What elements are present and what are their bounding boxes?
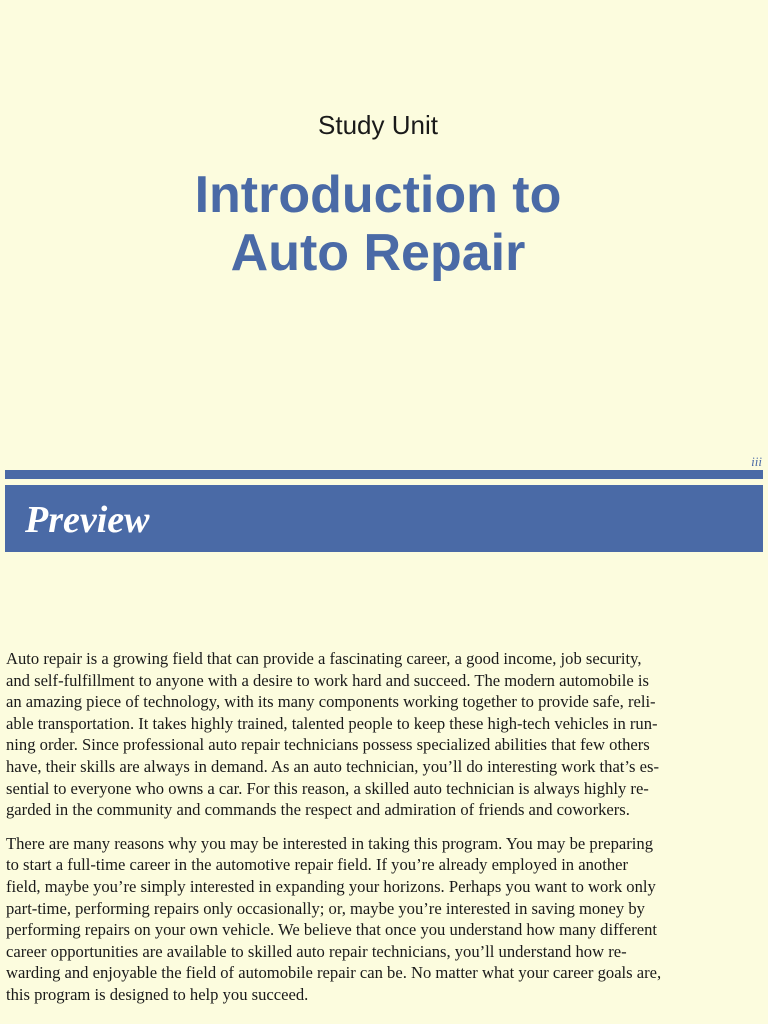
paragraph: [6, 833, 758, 1006]
page-title-line-1: Introduction to: [194, 166, 562, 224]
text-line: to start a full-time career in the automotive repair field. If you’re already employed in another: [6, 855, 629, 875]
page-number: iii: [751, 454, 762, 469]
text-line: Auto repair is a growing field that can provide a fascinating career, a good income, job security,: [6, 649, 642, 668]
text-line: ning order. Since professional auto repair technicians possess specialized abilities that few others: [6, 735, 650, 755]
page-title: [0, 166, 756, 282]
page-title-line-2: Auto Repair: [230, 224, 526, 282]
text-line: this program is designed to help you succeed.: [6, 984, 309, 1004]
section-banner: [5, 485, 763, 552]
text-line: an amazing piece of technology, with its many components working together to provide safe, reli-: [6, 692, 656, 712]
text-line: field, maybe you’re simply interested in expanding your horizons. Perhaps you want to work only: [6, 876, 656, 896]
section-title: Preview: [25, 499, 150, 541]
text-line: There are many reasons why you may be interested in taking this program. You may be preparing: [6, 833, 653, 853]
body-text: [6, 648, 758, 1018]
divider-rule: [5, 470, 763, 479]
text-line: part-time, performing repairs only occasionally; or, maybe you’re interested in saving money by: [6, 898, 645, 918]
text-line: have, their skills are always in demand. As an auto technician, you’ll do interesting work that’s es-: [6, 756, 659, 776]
text-line: able transportation. It takes highly trained, talented people to keep these high-tech vehicles in run-: [6, 713, 658, 733]
subtitle: Study Unit: [318, 110, 438, 140]
text-line: sential to everyone who owns a car. For this reason, a skilled auto technician is always highly re-: [6, 778, 649, 798]
text-line: career opportunities are available to skilled auto repair technicians, you’ll understand how re-: [6, 941, 627, 961]
paragraph: [6, 648, 758, 821]
text-line: and self-fulfillment to anyone with a desire to work hard and succeed. The modern automobile is: [6, 670, 649, 690]
text-line: performing repairs on your own vehicle. We believe that once you understand how many different: [6, 920, 657, 940]
text-line: garded in the community and commands the respect and admiration of friends and coworkers.: [6, 800, 630, 820]
text-line: warding and enjoyable the field of automobile repair can be. No matter what your career goals are,: [6, 963, 662, 983]
